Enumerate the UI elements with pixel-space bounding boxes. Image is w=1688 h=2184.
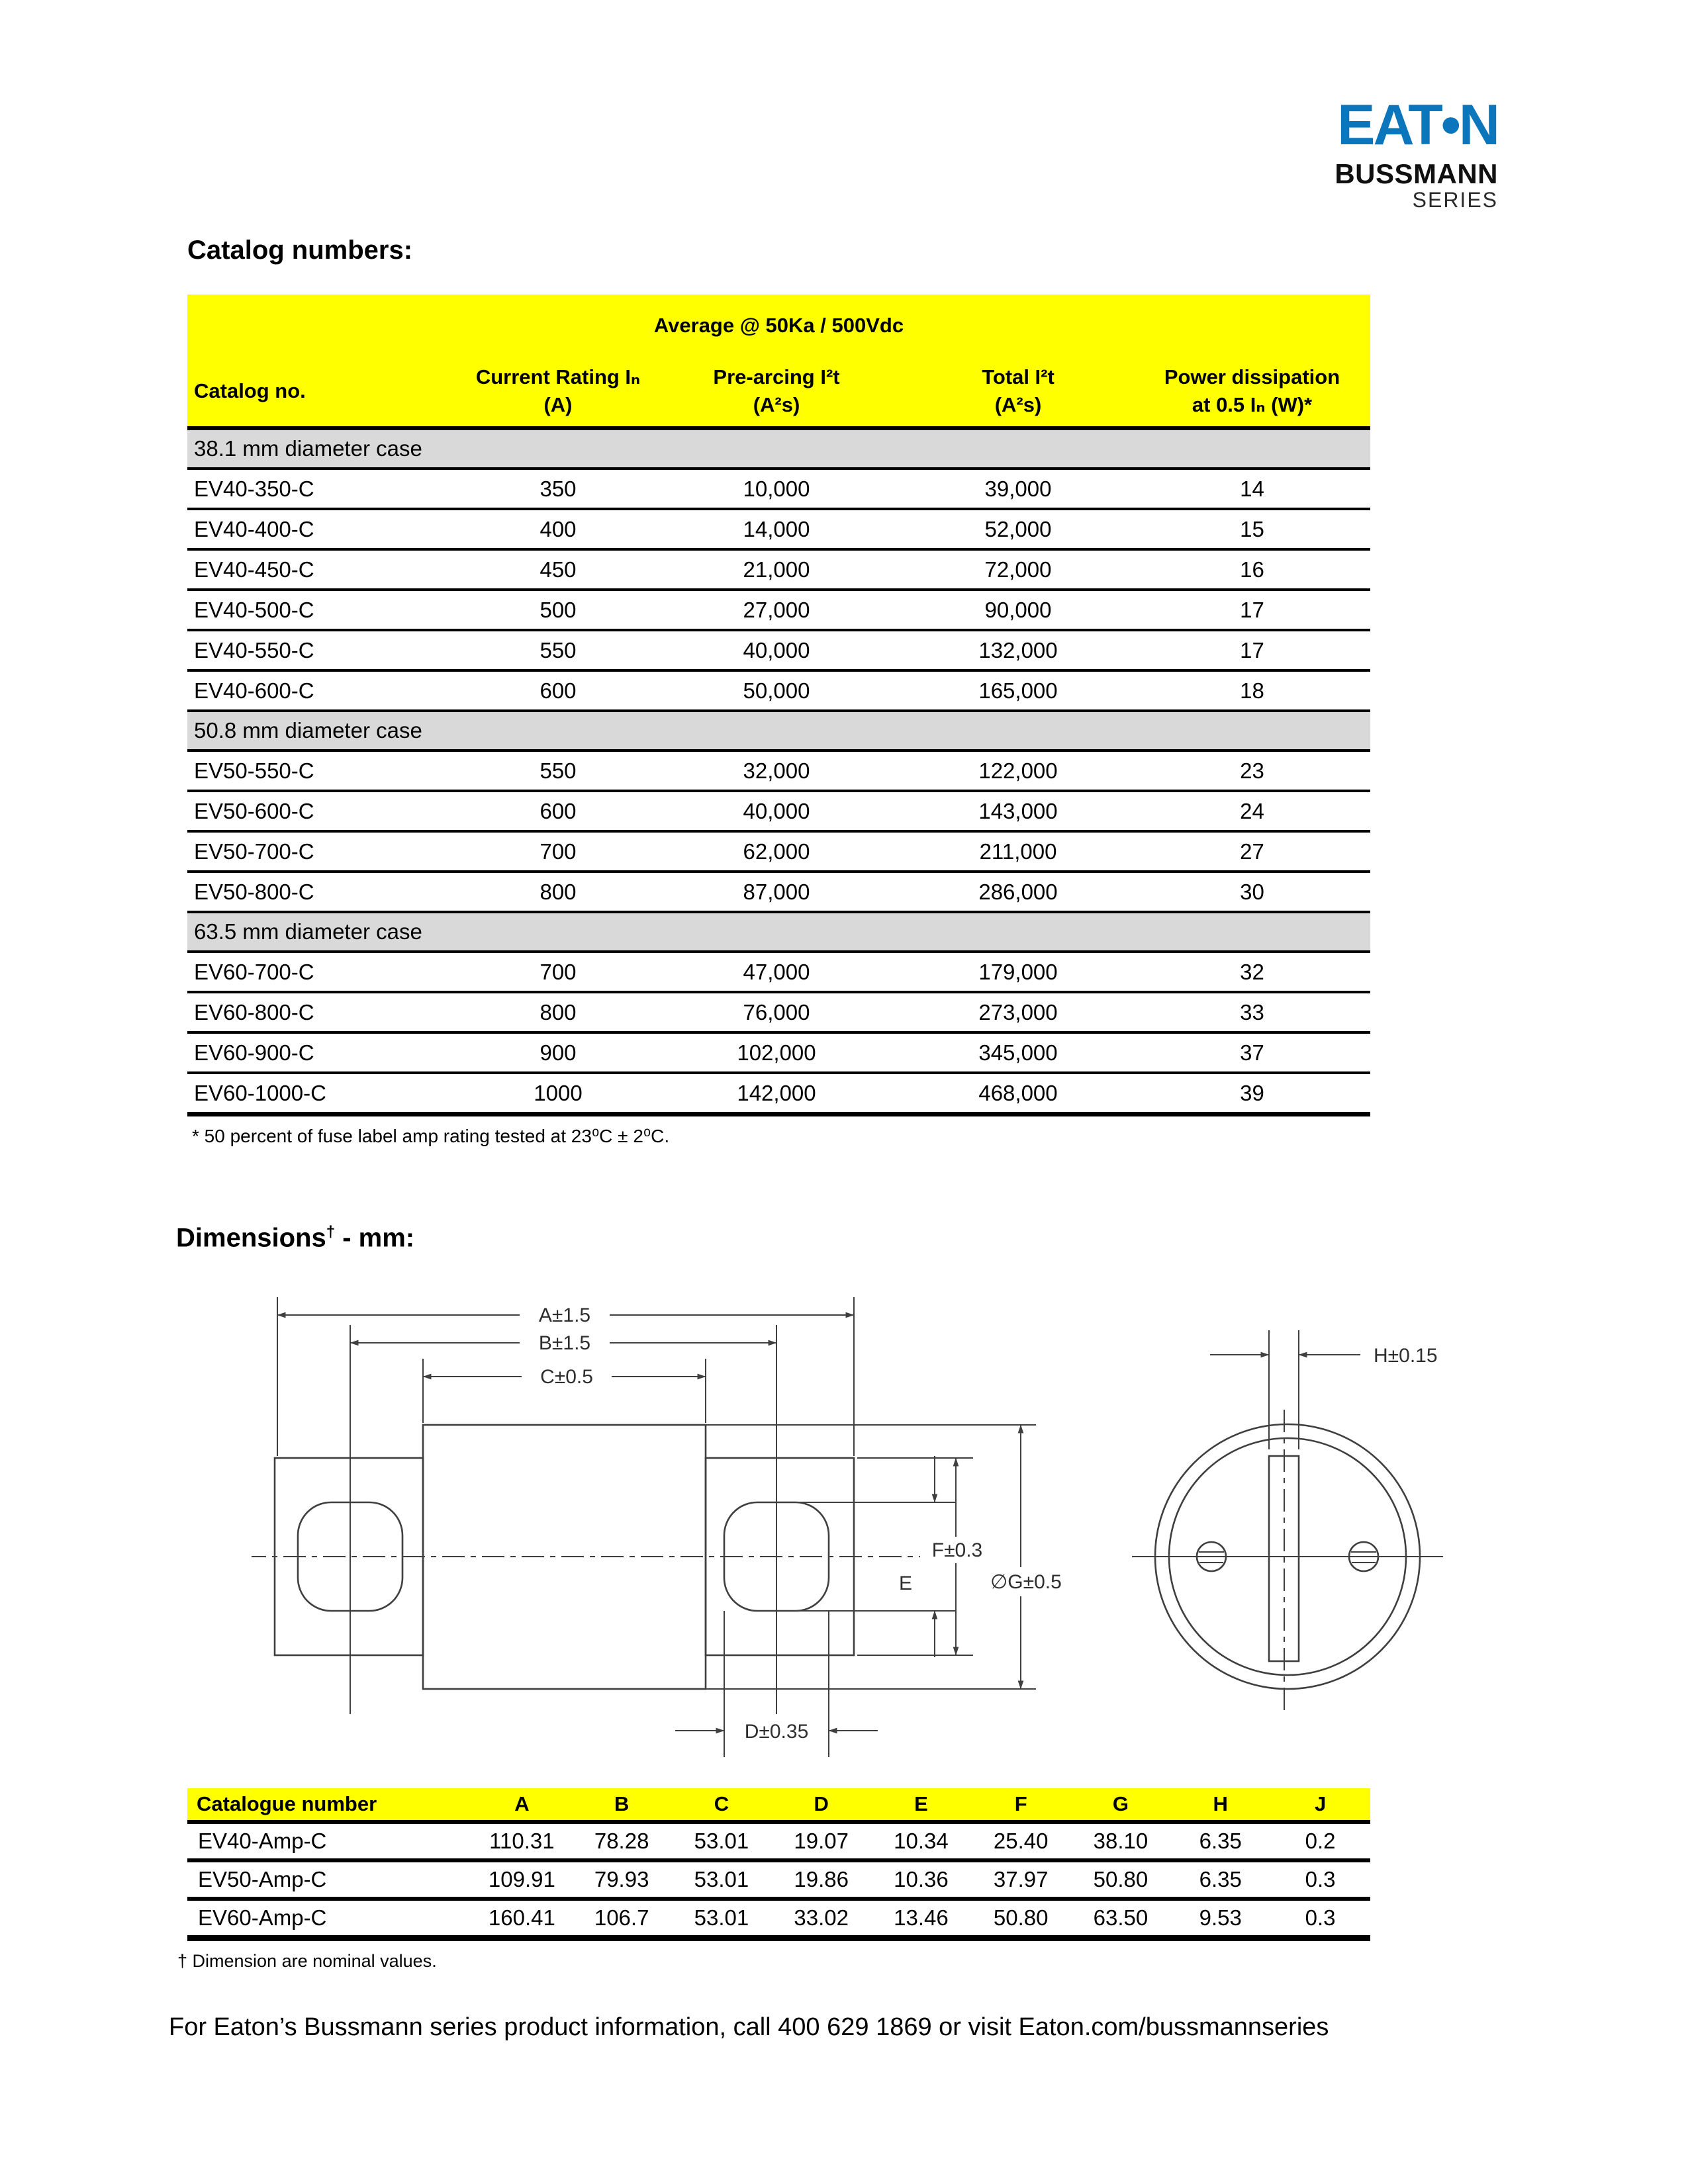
table-row bbox=[187, 1073, 1370, 1115]
section-title: 38.1 mm diameter case bbox=[187, 428, 1370, 469]
dimensions-header-row bbox=[187, 1788, 1370, 1822]
table-cell: EV40-450-C bbox=[187, 549, 465, 590]
dimensions-table-body bbox=[187, 1822, 1370, 1938]
table-cell: 72,000 bbox=[902, 549, 1134, 590]
table-cell: 37 bbox=[1134, 1032, 1370, 1073]
table-cell: EV60-700-C bbox=[187, 952, 465, 992]
dimensions-heading-suffix: - mm: bbox=[335, 1223, 415, 1253]
table-row bbox=[187, 992, 1370, 1032]
dim-label-c: C±0.5 bbox=[540, 1366, 593, 1388]
table-cell: 286,000 bbox=[902, 872, 1134, 912]
col-header-unit: (A²s) bbox=[753, 393, 800, 416]
table-cell: 39,000 bbox=[902, 469, 1134, 509]
dimensions-table-wrap bbox=[187, 1788, 1370, 1941]
table-row bbox=[187, 630, 1370, 670]
dim-col-header: Catalogue number bbox=[187, 1788, 472, 1822]
table-cell: 33 bbox=[1134, 992, 1370, 1032]
table-cell: 50.80 bbox=[1071, 1860, 1171, 1899]
table-cell: 1000 bbox=[465, 1073, 651, 1115]
table-cell: 21,000 bbox=[651, 549, 902, 590]
table-row bbox=[187, 831, 1370, 872]
table-cell: 30 bbox=[1134, 872, 1370, 912]
section-row bbox=[187, 428, 1370, 469]
table-cell: EV40-400-C bbox=[187, 509, 465, 549]
dim-col-header: D bbox=[771, 1788, 871, 1822]
col-header-pre-arcing bbox=[651, 356, 902, 428]
brand-block bbox=[1335, 93, 1498, 212]
footer-contact-info: For Eaton’s Bussmann series product information, call 400 629 1869 or visit Eaton.com/bussmannseries bbox=[169, 2013, 1329, 2041]
table-cell: 10.34 bbox=[871, 1822, 971, 1860]
table-cell: EV60-900-C bbox=[187, 1032, 465, 1073]
dim-col-header: H bbox=[1170, 1788, 1270, 1822]
table-cell: 106.7 bbox=[572, 1899, 672, 1938]
table-cell: 0.3 bbox=[1270, 1860, 1370, 1899]
dim-label-g: ∅G±0.5 bbox=[990, 1571, 1062, 1593]
table-cell: 17 bbox=[1134, 630, 1370, 670]
table-row bbox=[187, 590, 1370, 630]
table-cell: 550 bbox=[465, 630, 651, 670]
table-cell: 109.91 bbox=[472, 1860, 572, 1899]
table-row bbox=[187, 670, 1370, 711]
dim-label-h: H±0.15 bbox=[1374, 1345, 1438, 1367]
table-cell: 800 bbox=[465, 992, 651, 1032]
section-title: 50.8 mm diameter case bbox=[187, 711, 1370, 751]
dim-col-header: J bbox=[1270, 1788, 1370, 1822]
table-cell: 62,000 bbox=[651, 831, 902, 872]
table-cell: 76,000 bbox=[651, 992, 902, 1032]
table-cell: 14 bbox=[1134, 469, 1370, 509]
table-cell: EV50-600-C bbox=[187, 791, 465, 831]
col-header-total-i2t bbox=[902, 356, 1134, 428]
table-cell: 10.36 bbox=[871, 1860, 971, 1899]
table-cell: EV40-550-C bbox=[187, 630, 465, 670]
col-header-current-rating bbox=[465, 356, 651, 428]
table-cell: 14,000 bbox=[651, 509, 902, 549]
dim-col-header: G bbox=[1071, 1788, 1171, 1822]
dim-col-header: E bbox=[871, 1788, 971, 1822]
table-cell: 24 bbox=[1134, 791, 1370, 831]
eaton-logo: EAT•N bbox=[1337, 93, 1498, 157]
table-cell: EV60-800-C bbox=[187, 992, 465, 1032]
table-row bbox=[187, 751, 1370, 791]
table-cell: 17 bbox=[1134, 590, 1370, 630]
table-cell: 211,000 bbox=[902, 831, 1134, 872]
dim-col-header: B bbox=[572, 1788, 672, 1822]
table-cell: 800 bbox=[465, 872, 651, 912]
col-header-label: Total I²t bbox=[982, 365, 1055, 389]
table-cell: 160.41 bbox=[472, 1899, 572, 1938]
table-cell: 110.31 bbox=[472, 1822, 572, 1860]
col-header-catalog-no bbox=[187, 356, 465, 428]
table-cell: 900 bbox=[465, 1032, 651, 1073]
table-cell: EV40-500-C bbox=[187, 590, 465, 630]
table-cell: 9.53 bbox=[1170, 1899, 1270, 1938]
table-cell: 600 bbox=[465, 791, 651, 831]
table-cell: 53.01 bbox=[672, 1822, 772, 1860]
table-cell: 450 bbox=[465, 549, 651, 590]
table-cell: 142,000 bbox=[651, 1073, 902, 1115]
table-row bbox=[187, 1822, 1370, 1860]
dimensions-footnote: † Dimension are nominal values. bbox=[177, 1951, 437, 1971]
section-title: 63.5 mm diameter case bbox=[187, 912, 1370, 952]
catalog-table-wrap bbox=[187, 295, 1370, 1116]
table-row bbox=[187, 1899, 1370, 1938]
table-cell: 18 bbox=[1134, 670, 1370, 711]
table-cell: 27 bbox=[1134, 831, 1370, 872]
table-cell: 700 bbox=[465, 831, 651, 872]
table-cell: 132,000 bbox=[902, 630, 1134, 670]
dim-col-header: F bbox=[971, 1788, 1071, 1822]
dim-label-a: A±1.5 bbox=[538, 1304, 591, 1326]
table-cell: 345,000 bbox=[902, 1032, 1134, 1073]
col-header-label: Catalog no. bbox=[194, 379, 306, 403]
dimensions-heading-text: Dimensions bbox=[176, 1223, 326, 1253]
catalog-footnote: * 50 percent of fuse label amp rating tested at 23⁰C ± 2⁰C. bbox=[192, 1126, 670, 1146]
table-cell: EV50-550-C bbox=[187, 751, 465, 791]
col-header-unit: (A) bbox=[543, 393, 573, 416]
table-cell: 273,000 bbox=[902, 992, 1134, 1032]
catalog-numbers-heading: Catalog numbers: bbox=[187, 236, 413, 265]
dimensions-heading bbox=[176, 1223, 414, 1253]
table-cell: 87,000 bbox=[651, 872, 902, 912]
table-row bbox=[187, 549, 1370, 590]
table-cell: 39 bbox=[1134, 1073, 1370, 1115]
section-row bbox=[187, 711, 1370, 751]
table-row bbox=[187, 509, 1370, 549]
table-cell: 33.02 bbox=[771, 1899, 871, 1938]
table-cell: 32,000 bbox=[651, 751, 902, 791]
table-row bbox=[187, 791, 1370, 831]
table-row bbox=[187, 1860, 1370, 1899]
dim-col-header: C bbox=[672, 1788, 772, 1822]
table-cell: 50,000 bbox=[651, 670, 902, 711]
table-cell: 550 bbox=[465, 751, 651, 791]
table-cell: EV50-800-C bbox=[187, 872, 465, 912]
table-cell: 600 bbox=[465, 670, 651, 711]
col-header-label: Pre-arcing I²t bbox=[713, 365, 840, 389]
span-header-row bbox=[187, 295, 1370, 356]
table-cell: EV40-Amp-C bbox=[187, 1822, 472, 1860]
table-cell: 63.50 bbox=[1071, 1899, 1171, 1938]
table-row bbox=[187, 469, 1370, 509]
dagger-mark: † bbox=[326, 1223, 336, 1241]
table-cell: 143,000 bbox=[902, 791, 1134, 831]
table-cell: 25.40 bbox=[971, 1822, 1071, 1860]
table-cell: 53.01 bbox=[672, 1860, 772, 1899]
table-cell: EV60-Amp-C bbox=[187, 1899, 472, 1938]
table-cell: 122,000 bbox=[902, 751, 1134, 791]
table-cell: 700 bbox=[465, 952, 651, 992]
table-cell: EV50-Amp-C bbox=[187, 1860, 472, 1899]
bussmann-wordmark: BUSSMANN bbox=[1335, 158, 1498, 189]
col-header-unit: (A²s) bbox=[994, 393, 1042, 416]
table-cell: 78.28 bbox=[572, 1822, 672, 1860]
table-cell: 50.80 bbox=[971, 1899, 1071, 1938]
column-header-row bbox=[187, 356, 1370, 428]
table-cell: 13.46 bbox=[871, 1899, 971, 1938]
dim-label-f: F±0.3 bbox=[931, 1539, 983, 1561]
col-header-label: Current Rating Iₙ bbox=[475, 365, 641, 389]
table-cell: 37.97 bbox=[971, 1860, 1071, 1899]
table-cell: 52,000 bbox=[902, 509, 1134, 549]
table-cell: 6.35 bbox=[1170, 1822, 1270, 1860]
catalog-table-body bbox=[187, 428, 1370, 1115]
dim-col-header: A bbox=[472, 1788, 572, 1822]
table-cell: 40,000 bbox=[651, 791, 902, 831]
table-row bbox=[187, 952, 1370, 992]
table-cell: 27,000 bbox=[651, 590, 902, 630]
table-cell: 102,000 bbox=[651, 1032, 902, 1073]
dim-label-b: B±1.5 bbox=[538, 1332, 591, 1354]
table-cell: 400 bbox=[465, 509, 651, 549]
table-cell: 53.01 bbox=[672, 1899, 772, 1938]
table-cell: 90,000 bbox=[902, 590, 1134, 630]
table-cell: 165,000 bbox=[902, 670, 1134, 711]
table-cell: 0.2 bbox=[1270, 1822, 1370, 1860]
table-cell: 38.10 bbox=[1071, 1822, 1171, 1860]
series-wordmark: SERIES bbox=[1412, 188, 1498, 212]
table-cell: 16 bbox=[1134, 549, 1370, 590]
table-cell: 179,000 bbox=[902, 952, 1134, 992]
table-cell: 15 bbox=[1134, 509, 1370, 549]
table-cell: EV40-350-C bbox=[187, 469, 465, 509]
table-cell: 47,000 bbox=[651, 952, 902, 992]
fuse-drawing bbox=[252, 1291, 1503, 1794]
dimension-diagram bbox=[252, 1291, 1503, 1794]
section-row bbox=[187, 912, 1370, 952]
table-cell: 19.86 bbox=[771, 1860, 871, 1899]
table-cell: 6.35 bbox=[1170, 1860, 1270, 1899]
col-header-power-dissipation bbox=[1134, 356, 1370, 428]
table-cell: 19.07 bbox=[771, 1822, 871, 1860]
span-header: Average @ 50Ka / 500Vdc bbox=[187, 295, 1370, 356]
table-cell: 32 bbox=[1134, 952, 1370, 992]
col-header-label: Power dissipation bbox=[1164, 365, 1340, 389]
table-cell: 350 bbox=[465, 469, 651, 509]
table-cell: 0.3 bbox=[1270, 1899, 1370, 1938]
table-row bbox=[187, 1032, 1370, 1073]
table-cell: 10,000 bbox=[651, 469, 902, 509]
table-cell: 468,000 bbox=[902, 1073, 1134, 1115]
table-row bbox=[187, 872, 1370, 912]
dim-label-d: D±0.35 bbox=[744, 1721, 809, 1743]
table-cell: EV50-700-C bbox=[187, 831, 465, 872]
dim-label-e: E bbox=[898, 1572, 913, 1594]
col-header-unit: at 0.5 Iₙ (W)* bbox=[1192, 393, 1313, 416]
table-cell: 500 bbox=[465, 590, 651, 630]
table-cell: EV40-600-C bbox=[187, 670, 465, 711]
table-cell: 79.93 bbox=[572, 1860, 672, 1899]
dimensions-table bbox=[187, 1788, 1370, 1941]
table-cell: 23 bbox=[1134, 751, 1370, 791]
catalog-table bbox=[187, 295, 1370, 1116]
table-cell: 40,000 bbox=[651, 630, 902, 670]
table-cell: EV60-1000-C bbox=[187, 1073, 465, 1115]
